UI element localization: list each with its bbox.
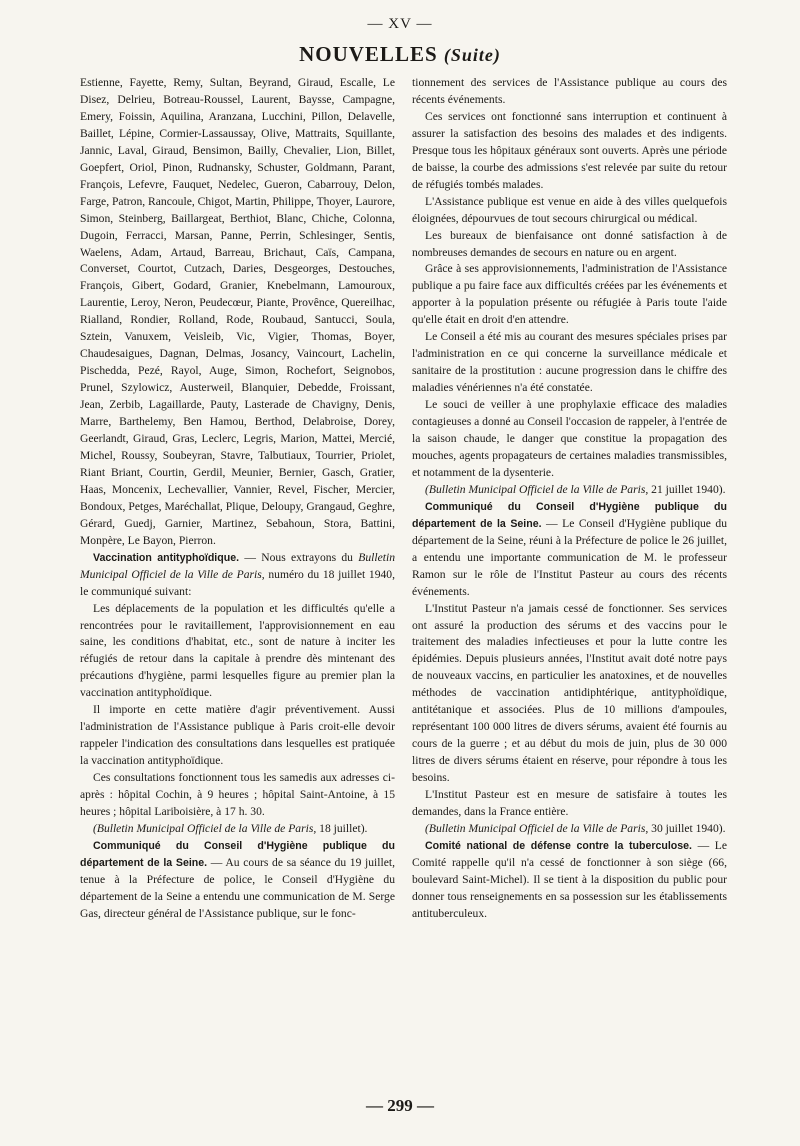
right-paragraph-5: Le Conseil a été mis au courant des mesures spéciales prises par l'administration en ce qui concerne la surveillance médicale et sanitaire de la prostitution : aucune progression dans le chiffre des maladies vénériennes n'a été constatée.: [412, 330, 727, 395]
left-column: [80, 75, 395, 923]
pasteur-paragraph-2: L'Institut Pasteur est en mesure de satisfaire à toutes les demandes, dans la France entière.: [412, 788, 727, 818]
source-2-title: (Bulletin Municipal Officiel de la Ville de Paris,: [425, 821, 649, 835]
continuation-paragraph: tionnement des services de l'Assistance publique au cours des récents événements.: [412, 76, 727, 106]
vaccination-heading: Vaccination antityphoïdique.: [93, 551, 240, 564]
right-paragraph-3: Les bureaux de bienfaisance ont donné satisfaction à de nombreuses demandes de secours en nature ou en argent.: [412, 228, 727, 259]
communique-2-heading: Communiqué du Conseil d'Hygiène publique du département de la Seine.: [412, 500, 727, 530]
communique-1: [80, 838, 395, 923]
source-1-title: (Bulletin Municipal Officiel de la Ville de Paris,: [425, 482, 649, 496]
source-1: [412, 482, 727, 499]
source-2: [412, 821, 727, 838]
names-list: Estienne, Fayette, Remy, Sultan, Beyrand, Giraud, Escalle, Le Disez, Delrieu, Botreau-Roussel, Laurent, Baysse, Campagne, Emery, Foissin, Aquilina, Aranzana, Lucchini, Pillon, Delavelle, Baillet, Lépine, Cormier-Lassaussay, Olive, Mattraits, Squillante, Jannic, Laval, Giraud, Bensimon, Bailly, Chevalier, Lion, Billet, Goepfert, Oriol, Pinon, Rudnansky, Schuster, Goldmann, Parant, François, Lefevre, Fauquet, Nedelec, Gueron, Cabarrouy, Delon, Farge, Patron, Rancoule, Chigot, Martin, Philippe, Thoyer, Laurore, Simon, Steinberg, Baillargeat, Berthiot, Blanc, Chiche, Colonna, Dugoin, Ferracci, Marsan, Panne, Perrin, Schlesinger, Sentis, Waelens, Adam, Artaud, Barreau, Brichaut, Caïs, Campana, Converset, Courtot, Cutzach, Daries, Desgeorges, Destouches, François, Gibert, Godard, Granier, Knebelmann, Lamouroux, Laurentie, Leroy, Neron, Peudecœur, Piante, Provênce, Quereilhac, Rialland, Rondier, Rolland, Rode, Roubaud, Santucci, Soula, Sztein, Vanuxem, Veisleib, Vic, Vigier, Thomas, Boyer, Chaudesaigues, Dagnan, Delmas, Josancy, Vaincourt, Lachelin, Pischedda, Pezé, Rayol, Auge, Simon, Rochefort, Seignobos, Prunel, Szylowicz, Austerweil, Blanquier, Debedde, Froissant, Jean, Zerbib, Lagaillarde, Pauty, Lasterade de Chavigny, Denis, Marre, Barthelemy, Ben Hamou, Berthod, Delabroise, Dorey, Geerlandt, Giraud, Gras, Leclerc, Legris, Marion, Mattei, Mercié, Michel, Roussy, Soubeyran, Stavre, Talbutiaux, Tourrier, Priolet, Riant Briant, Courtin, Gerdil, Meunier, Bernier, Gasch, Gratier, Haas, Moncenix, Lechevallier, Vannier, Revel, Fischer, Mercier, Bondoux, Petges, Maréchallat, Plique, Deloupy, Grangaud, Geghre, Gérard, Guedj, Garnier, Martinez, Sebahoun, Stora, Battini, Monpère, Le Bayon, Pierron.: [80, 76, 395, 547]
right-column: [412, 75, 727, 923]
section-title-suite: (Suite): [443, 45, 501, 65]
tuberculosis-text: — Le Comité rappelle qu'il n'a cessé de fonctionner à son siège (66, boulevard Saint-Michel). Il se tient à la disposition du public pour donner tous renseignements en sa possession sur les établissements antituberculeux.: [412, 838, 728, 920]
vaccination-paragraph-3: Ces consultations fonctionnent tous les samedis aux adresses ci-après : hôpital Cochin, à 9 heures ; hôpital Saint-Antoine, à 15 heures ; hôpital Lariboisière, à 17 h. 30.: [80, 771, 395, 818]
right-paragraph-2: L'Assistance publique est venue en aide à des villes quelquefois éloignées, dépourvues de tout secours chirurgical ou médical.: [412, 194, 727, 225]
vaccination-source-date: 18 juillet).: [316, 821, 368, 835]
source-2-date: 30 juillet 1940).: [648, 821, 726, 835]
vaccination-paragraph-2: Il importe en cette matière d'agir préventivement. Aussi l'administration de l'Assistance publique à Paris croit-elle devoir rappeler l'indication des consultations dans lesquelles est pratiquée la vaccination antityphoïdique.: [80, 703, 395, 768]
source-1-date: 21 juillet 1940).: [648, 482, 726, 496]
right-paragraph-4: Grâce à ses approvisionnements, l'administration de l'Assistance publique a pu faire face aux difficultés créées par les événements et apporter à la population présente ou réfugiée à Paris toute l'aide qu'elle était en droit d'en attendre.: [412, 262, 727, 327]
communique-2: [412, 499, 727, 601]
tuberculosis-notice: [412, 838, 727, 923]
vaccination-intro-a: — Nous extrayons du: [239, 550, 359, 564]
tuberculosis-heading: Comité national de défense contre la tuberculose.: [425, 839, 692, 852]
vaccination-source-title: (Bulletin Municipal Officiel de la Ville de Paris,: [93, 821, 317, 835]
section-title: [0, 42, 800, 67]
communique-1-text: — Au cours de sa séance du 19 juillet, tenue à la Préfecture de police, le Conseil d'Hygiène du département de la Seine a entendu une communication de M. Serge Gas, directeur général de l'Assistance publique, sur le fonc-: [80, 855, 395, 920]
page-number: — 299 —: [366, 1096, 434, 1115]
vaccination-source: [80, 821, 395, 838]
section-title-main: NOUVELLES: [299, 42, 438, 66]
vaccination-paragraph-1: Les déplacements de la population et les difficultés qu'elle a rencontrées pour le ravitaillement, l'approvisionnement en eau saine, les conditions d'habitat, etc., sont de nature à inciter les réfugiés de retour dans la capitale à prendre dès mintenant des précautions d'hygiène, parmi lesquelles figure au premier plan la vaccination antityphoïdique.: [80, 601, 395, 700]
communique-2-text: — Le Conseil d'Hygiène publique du département de la Seine, réuni à la Préfecture de police le 26 juillet, a entendu une importante communication de M. le professeur Ramon sur le rôle de l'Institut Pasteur au cours des récents événements.: [412, 516, 727, 598]
vaccination-intro-b: numéro du 18 juillet 1940, le communiqué suivant:: [80, 567, 395, 598]
right-paragraph-6: Le souci de veiller à une prophylaxie efficace des maladies contagieuses a donné au Conseil l'occasion de rappeler, à l'entrée de la saison chaude, le danger que constitue la propagation des mouches, agents propagateurs de certaines maladies transmissibles, et notamment de la dysenterie.: [412, 398, 728, 479]
pasteur-paragraph: L'Institut Pasteur n'a jamais cessé de fonctionner. Ses services ont assuré la production des sérums et des vaccins pour le traitement des maladies infectieuses et pour la lutte contre les épidémies. Depuis plusieurs années, l'Institut avait doté notre pays de nouveaux vaccins, en particulier les anatoxines, et de nouvelles méthodes de vaccination antidiphtérique, antityphoïdique, antitétanique et associées. Plus de 10 millions d'ampoules, représentant 100 000 litres de divers sérums, avaient été fournis au cours de la guerre ; et au début du mois de juin, plus de 30 000 litres de divers sérums étaient en réserve, pour répondre à tous les besoins.: [412, 601, 727, 785]
roman-page-number: — XV —: [367, 16, 433, 32]
right-paragraph-1: Ces services ont fonctionné sans interruption et continuent à assurer la satisfaction des besoins des malades et des indigents. Presque tous les hôpitaux généraux sont ouverts. Après une période de baisse, la courbe des admissions s'est relevée par suite du retour de réfugiés tombés malades.: [412, 109, 727, 191]
communique-1-heading: Communiqué du Conseil d'Hygiène publique du département de la Seine.: [80, 839, 395, 869]
vaccination-intro: [80, 550, 395, 601]
vaccination-intro-source: Bulletin Municipal Officiel de la Ville de Paris,: [80, 550, 395, 581]
